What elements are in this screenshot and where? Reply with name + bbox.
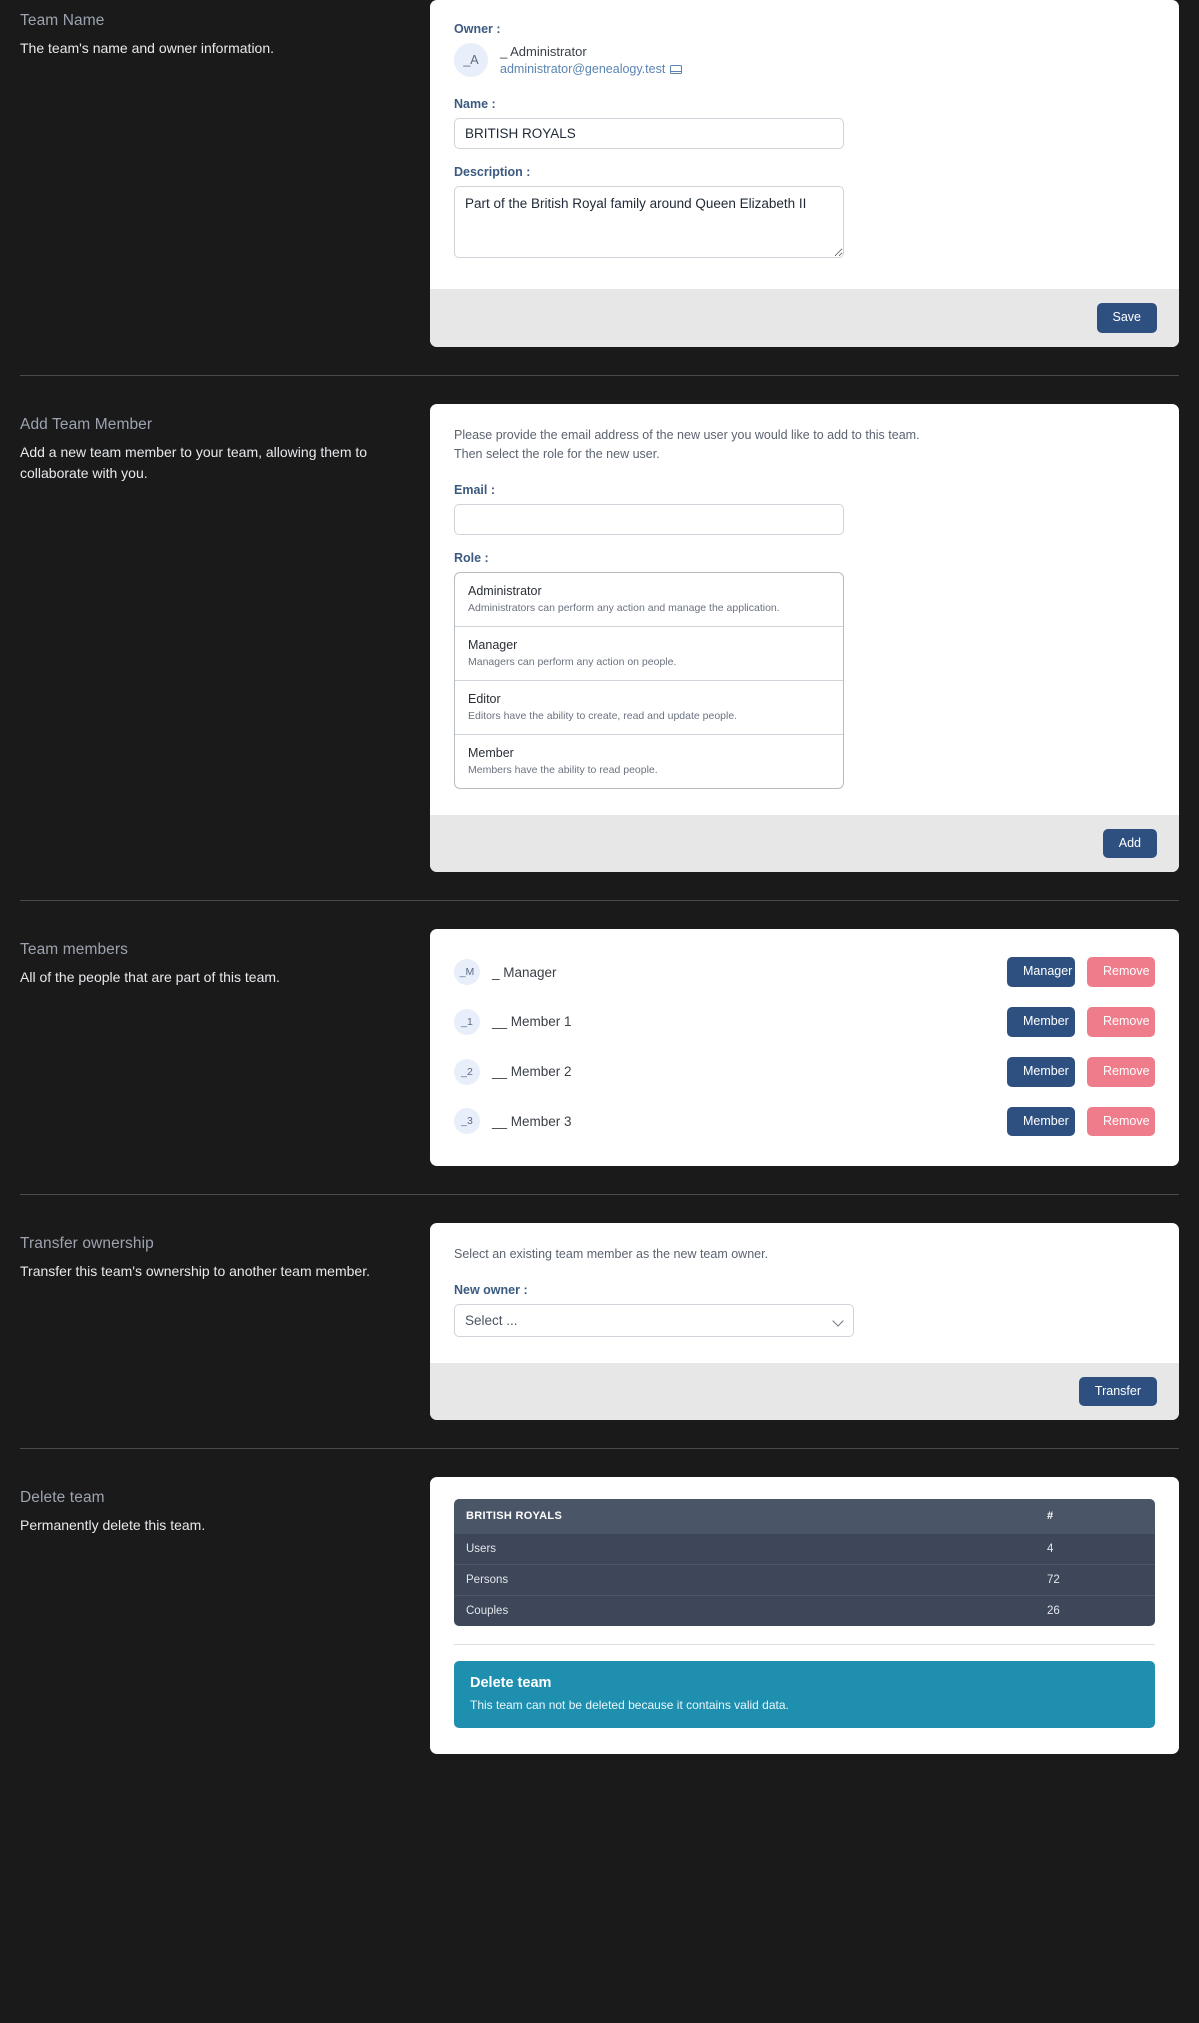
transfer-help: Select an existing team member as the new team owner. <box>454 1247 769 1262</box>
team-members-section <box>0 929 1199 1166</box>
role-option-desc: Editors have the ability to create, read and update people. <box>468 709 738 722</box>
mail-icon <box>670 65 682 74</box>
delete-team-card-wrap <box>430 1477 1179 1754</box>
member-name: _ Manager <box>492 964 557 980</box>
team-members-card-wrap <box>430 929 1179 1166</box>
add-team-member-info <box>20 404 430 496</box>
transfer-ownership-card-footer <box>430 1363 1179 1421</box>
new-owner-select-wrap <box>454 1304 854 1337</box>
stats-row-count: 72 <box>1035 1565 1155 1596</box>
delete-team-banner-title: Delete team <box>470 1675 552 1692</box>
add-member-help-line-1: Please provide the email address of the new user you would like to add to this team. <box>454 427 920 442</box>
email-label: Email : <box>454 482 495 497</box>
role-option-desc: Managers can perform any action on people. <box>468 655 677 668</box>
add-team-member-description: Add a new team member to your team, allowing them to collaborate with you. <box>20 443 368 481</box>
role-option-desc: Administrators can perform any action and manage the application. <box>468 601 780 614</box>
divider-2 <box>20 900 1179 901</box>
team-stats-table <box>454 1499 1155 1626</box>
owner-email-text: administrator@genealogy.test <box>500 62 666 76</box>
stats-header-count: # <box>1035 1499 1155 1534</box>
delete-card-divider <box>454 1644 1155 1645</box>
team-name-section <box>0 0 1199 347</box>
team-members-title: Team members <box>20 941 129 959</box>
member-actions <box>1007 957 1155 987</box>
member-actions <box>1007 1057 1155 1087</box>
add-member-help-line-2: Then select the role for the new user. <box>454 447 660 462</box>
divider-3 <box>20 1194 1179 1195</box>
list-item <box>454 1047 1155 1097</box>
owner-email-row <box>500 62 682 76</box>
owner-row <box>454 43 1155 77</box>
transfer-ownership-info <box>20 1223 430 1294</box>
member-name: __ Member 3 <box>492 1113 572 1129</box>
delete-team-description: Permanently delete this team. <box>20 1517 206 1534</box>
role-option-manager[interactable] <box>455 627 843 681</box>
list-item <box>454 947 1155 997</box>
transfer-ownership-card <box>430 1223 1179 1420</box>
add-team-member-card <box>430 404 1179 873</box>
role-option-member[interactable] <box>455 735 843 788</box>
role-option-name: Manager <box>468 637 518 652</box>
delete-team-card-body <box>430 1477 1179 1754</box>
add-team-member-card-wrap <box>430 404 1179 873</box>
team-members-description: All of the people that are part of this team. <box>20 969 280 986</box>
new-owner-label: New owner : <box>454 1282 528 1297</box>
owner-info <box>500 44 682 76</box>
delete-team-title: Delete team <box>20 1489 105 1507</box>
team-name-card <box>430 0 1179 347</box>
new-owner-select[interactable] <box>454 1304 854 1337</box>
owner-name: _ Administrator <box>500 44 587 59</box>
team-name-card-body <box>430 0 1179 289</box>
owner-label: Owner : <box>454 22 501 36</box>
role-label: Role : <box>454 550 489 565</box>
stats-row-count: 4 <box>1035 1534 1155 1565</box>
member-actions <box>1007 1007 1155 1037</box>
transfer-ownership-title: Transfer ownership <box>20 1235 154 1253</box>
avatar: _2 <box>454 1059 480 1085</box>
member-remove-button[interactable]: Remove <box>1087 1007 1155 1037</box>
team-name-section-info <box>20 0 430 71</box>
delete-team-card <box>430 1477 1179 1754</box>
table-header-row <box>454 1499 1155 1534</box>
transfer-button[interactable]: Transfer <box>1079 1377 1157 1407</box>
add-member-help <box>454 426 1155 465</box>
add-team-member-section <box>0 404 1199 873</box>
team-members-info <box>20 929 430 1000</box>
team-name-section-title: Team Name <box>20 12 105 29</box>
team-members-card <box>430 929 1179 1166</box>
save-button[interactable]: Save <box>1097 303 1158 333</box>
divider-1 <box>20 375 1179 376</box>
add-user-button[interactable]: Add <box>1103 829 1157 859</box>
transfer-ownership-section <box>0 1223 1199 1420</box>
role-option-name: Administrator <box>468 583 542 598</box>
delete-team-section <box>0 1477 1199 1754</box>
delete-team-banner <box>454 1661 1155 1728</box>
stats-row-label: Couples <box>454 1596 1035 1627</box>
add-team-member-title: Add Team Member <box>20 415 153 433</box>
member-role-button[interactable]: Manager <box>1007 957 1075 987</box>
role-option-name: Member <box>468 745 514 760</box>
avatar: _M <box>454 959 480 985</box>
role-option-desc: Members have the ability to read people. <box>468 763 658 776</box>
name-label: Name : <box>454 97 496 111</box>
list-item <box>454 997 1155 1047</box>
team-name-card-wrap <box>430 0 1179 347</box>
table-row <box>454 1534 1155 1565</box>
list-item <box>454 1097 1155 1147</box>
avatar: _1 <box>454 1009 480 1035</box>
transfer-ownership-description: Transfer this team's ownership to another team member. <box>20 1263 370 1280</box>
member-remove-button[interactable]: Remove <box>1087 1057 1155 1087</box>
add-team-member-card-footer <box>430 815 1179 873</box>
member-name: __ Member 1 <box>492 1014 572 1030</box>
team-name-section-description: The team's name and owner information. <box>20 40 275 56</box>
transfer-ownership-card-body <box>430 1223 1179 1362</box>
delete-team-info <box>20 1477 430 1548</box>
role-option-administrator[interactable] <box>455 573 843 627</box>
table-row <box>454 1596 1155 1627</box>
stats-header-name: BRITISH ROYALS <box>454 1499 1035 1534</box>
member-remove-button[interactable]: Remove <box>1087 1107 1155 1137</box>
team-name-card-footer <box>430 289 1179 347</box>
transfer-ownership-card-wrap <box>430 1223 1179 1420</box>
description-label: Description : <box>454 165 531 179</box>
member-actions <box>1007 1107 1155 1137</box>
team-name-input[interactable] <box>454 118 844 149</box>
member-name: __ Member 2 <box>492 1064 572 1080</box>
member-role-button[interactable]: Member <box>1007 1107 1075 1137</box>
stats-row-count: 26 <box>1035 1596 1155 1627</box>
delete-team-banner-text: This team can not be deleted because it contains valid data. <box>470 1698 789 1713</box>
member-role-button[interactable]: Member <box>1007 1007 1075 1037</box>
team-stats-table-body <box>454 1534 1155 1627</box>
member-role-button[interactable]: Member <box>1007 1057 1075 1087</box>
team-stats-table-head <box>454 1499 1155 1534</box>
role-option-name: Editor <box>468 691 501 706</box>
member-remove-button[interactable]: Remove <box>1087 957 1155 987</box>
avatar: _3 <box>454 1108 480 1134</box>
divider-4 <box>20 1448 1179 1449</box>
team-description-textarea[interactable] <box>454 186 844 258</box>
role-option-editor[interactable] <box>455 681 843 735</box>
email-field[interactable] <box>454 504 844 535</box>
role-list <box>454 572 844 789</box>
table-row <box>454 1565 1155 1596</box>
add-team-member-card-body <box>430 404 1179 815</box>
stats-row-label: Users <box>454 1534 1035 1565</box>
avatar: _A <box>454 43 488 77</box>
stats-row-label: Persons <box>454 1565 1035 1596</box>
